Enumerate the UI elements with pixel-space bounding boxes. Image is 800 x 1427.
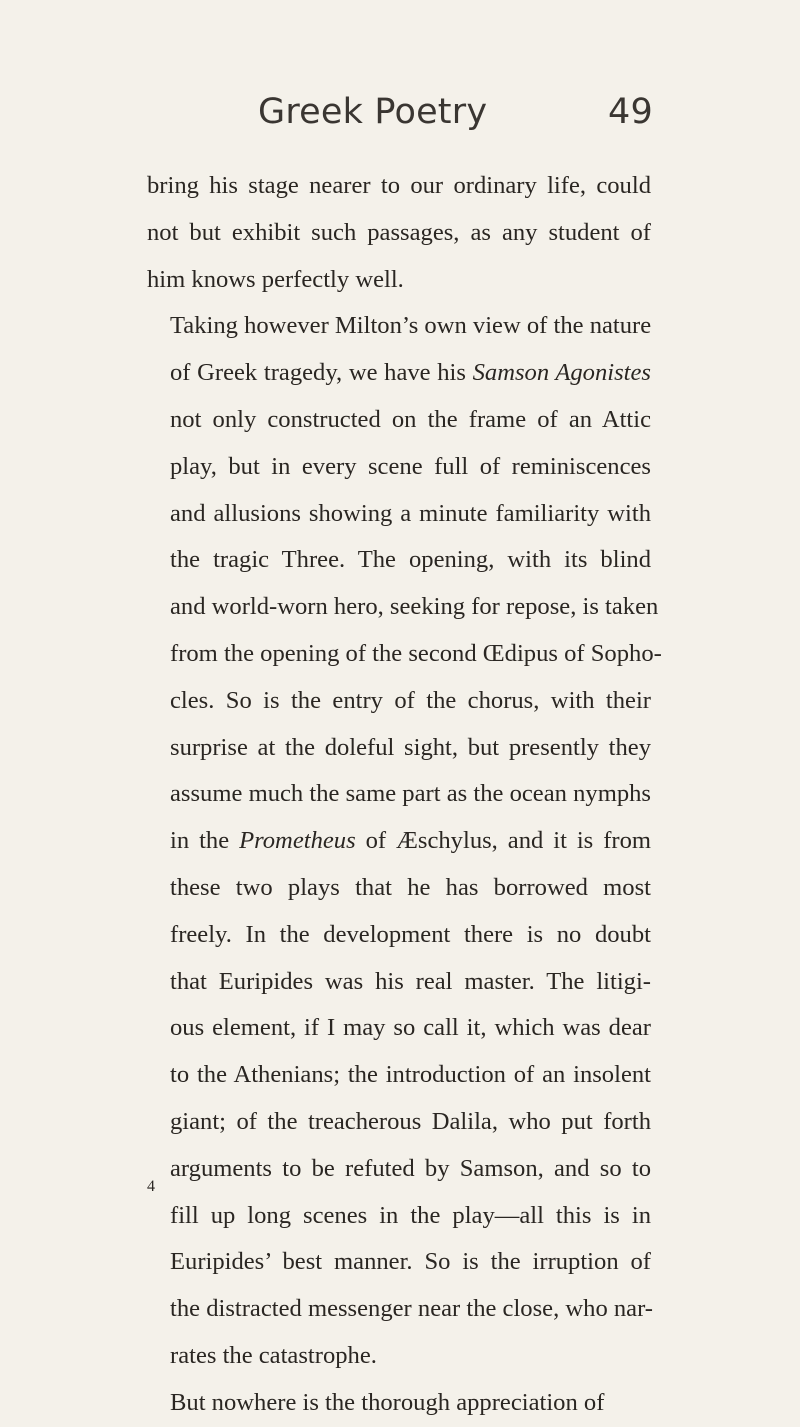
signature-mark: 4 [147, 1178, 155, 1195]
text-line: from the opening of the second Œdipus of Sopho- [170, 639, 662, 667]
text-line: the distracted messenger near the close, who nar- [170, 1295, 653, 1323]
text-line: rates the catastrophe. [170, 1341, 377, 1369]
text-line: that Euripides was his real master. The litigi- [170, 967, 651, 995]
text-line: assume much the same part as the ocean nymphs [170, 780, 651, 808]
italic-title: Samson Agonistes [472, 359, 651, 387]
text-line: the tragic Three. The opening, with its blind [170, 546, 651, 574]
text-line: and world-worn hero, seeking for repose, is taken [170, 593, 659, 621]
text-line: Taking however Milton’s own view of the nature [170, 312, 652, 340]
text-line: ous element, if I may so call it, which was dear [170, 1014, 651, 1042]
text-line: and allusions showing a minute familiarity with [170, 499, 651, 527]
running-title: Greek Poetry [258, 92, 488, 132]
text-line: these two plays that he has borrowed most [170, 873, 651, 901]
text-line: not only constructed on the frame of an Attic [170, 405, 651, 433]
page-number: 49 [608, 92, 653, 132]
paragraph [147, 163, 651, 303]
text-line: of Greek tragedy, we have his Samson Agonistes [170, 359, 651, 387]
text-line: But nowhere is the thorough appreciation of [170, 1388, 605, 1416]
text-line: arguments to be refuted by Samson, and so to [170, 1154, 651, 1182]
paragraph [147, 1380, 651, 1427]
text-line: Euripides’ best manner. So is the irruption of [170, 1248, 651, 1276]
text-line: freely. In the development there is no doubt [170, 920, 651, 948]
text-line: surprise at the doleful sight, but presently they [170, 733, 651, 761]
running-head [0, 92, 800, 142]
text-line: play, but in every scene full of reminiscences [170, 452, 651, 480]
body-text [147, 163, 662, 1427]
text-line: to the Athenians; the introduction of an insolent [170, 1061, 651, 1089]
text-line: cles. So is the entry of the chorus, with their [170, 686, 651, 714]
text-line: fill up long scenes in the play—all this is in [170, 1201, 651, 1229]
text-line: not but exhibit such passages, as any student of [147, 218, 651, 246]
text-line: him knows perfectly well. [147, 265, 404, 293]
italic-title: Prometheus [239, 827, 356, 855]
paragraph [147, 303, 662, 1379]
text-line: giant; of the treacherous Dalila, who put forth [170, 1107, 651, 1135]
text-line: bring his stage nearer to our ordinary life, could [147, 172, 651, 199]
text-line: in the Prometheus of Æschylus, and it is from [170, 827, 651, 855]
